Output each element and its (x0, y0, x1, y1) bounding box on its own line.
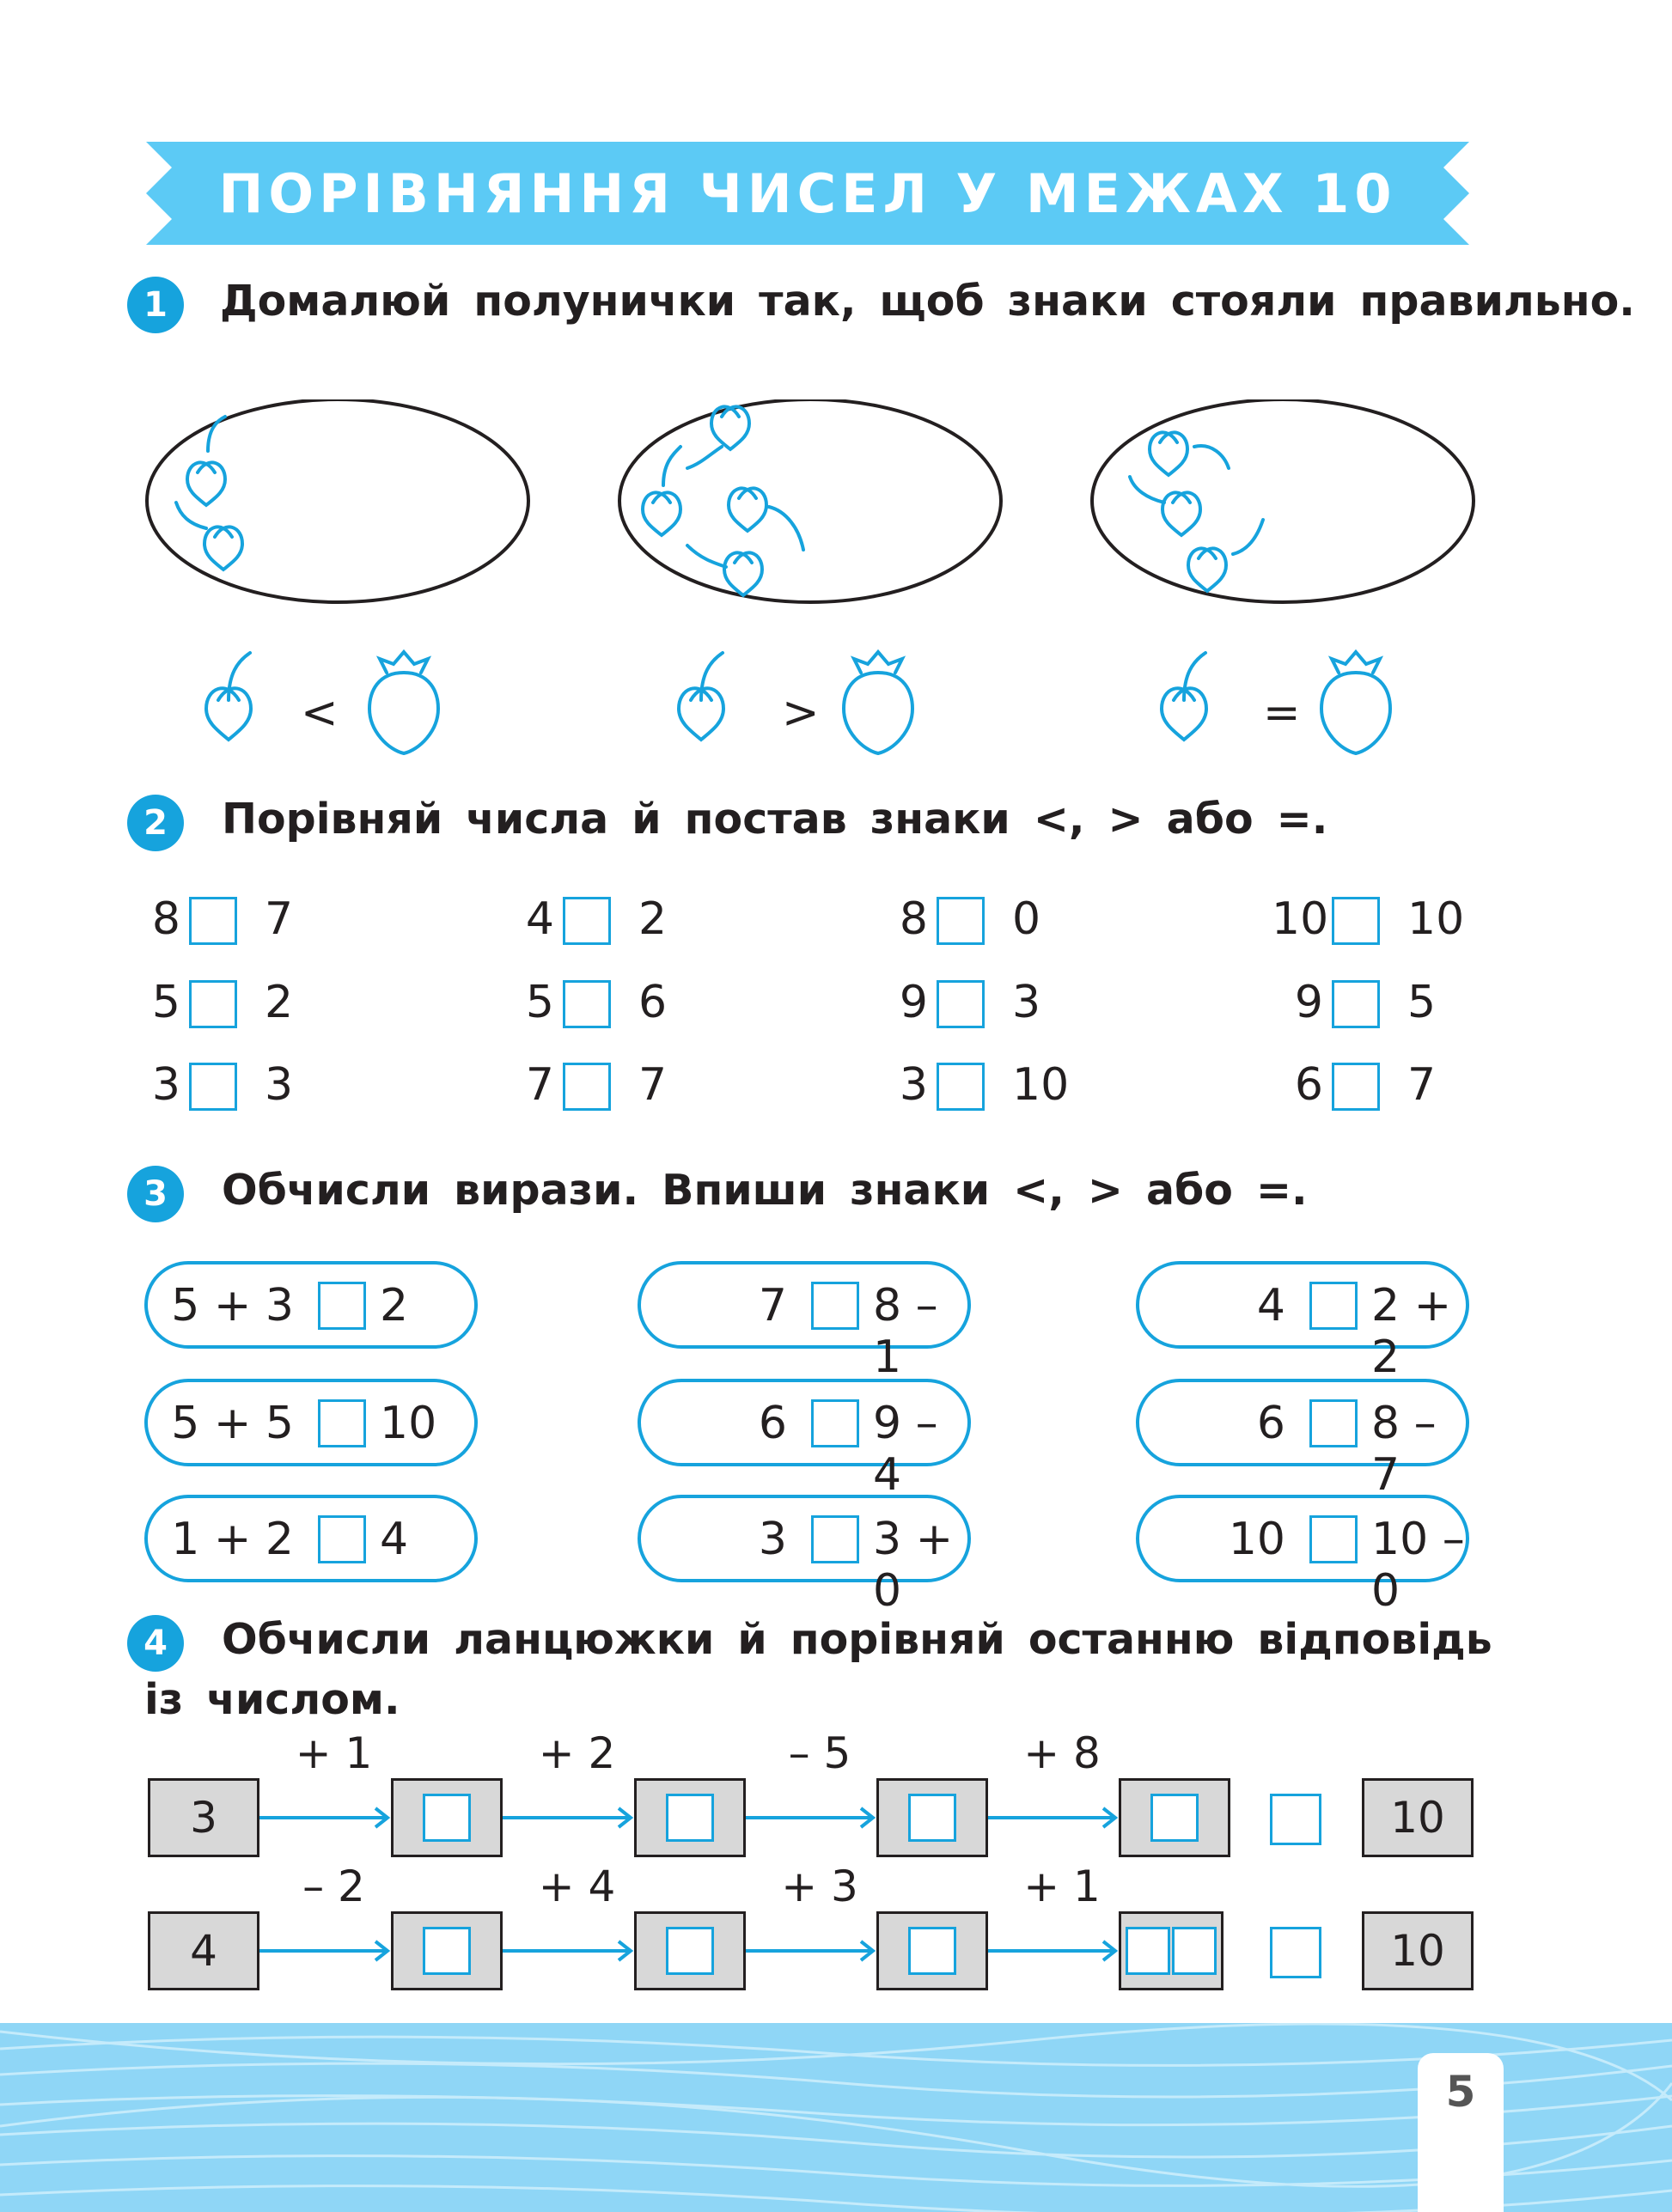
chain-result-box (1119, 1778, 1230, 1857)
cherry-icon (1162, 653, 1206, 740)
answer-box[interactable] (1332, 897, 1380, 945)
chain-result-box (391, 1778, 503, 1857)
left-number: 7 (525, 1059, 554, 1111)
page-title: ПОРІВНЯННЯ ЧИСЕЛ У МЕЖАХ 10 (218, 161, 1397, 225)
answer-box[interactable] (811, 1399, 859, 1447)
chain-start-box: 3 (148, 1778, 259, 1857)
answer-box[interactable] (563, 980, 611, 1028)
answer-box[interactable] (1309, 1282, 1358, 1330)
arrow-icon (259, 1938, 391, 1964)
cherry-icon (206, 653, 251, 740)
answer-box[interactable] (318, 1515, 366, 1563)
arrow-icon (503, 1805, 634, 1831)
task-2-text: Порівняй числа й постав знаки <, > або =. (222, 795, 1328, 844)
cherry-icon (687, 545, 762, 595)
right-number: 0 (1012, 893, 1041, 945)
right-expression: 2 (380, 1280, 409, 1331)
task-number-4: 4 (127, 1615, 184, 1672)
operation-label: + 1 (1023, 1862, 1101, 1911)
right-number: 2 (265, 977, 294, 1028)
task-number-3: 3 (127, 1166, 184, 1222)
strawberry-icon (369, 652, 438, 753)
arrow-icon (988, 1805, 1119, 1831)
right-number: 10 (1012, 1059, 1070, 1111)
operation-label: + 1 (295, 1728, 373, 1778)
right-number: 7 (1407, 1059, 1437, 1111)
answer-box[interactable] (318, 1399, 366, 1447)
compare-number-box: 10 (1362, 1911, 1474, 1990)
right-number: 3 (265, 1059, 294, 1111)
chain-result-box (634, 1778, 746, 1857)
expression-pill (1136, 1379, 1469, 1501)
answer-box[interactable] (1172, 1927, 1217, 1975)
answer-box[interactable] (1126, 1927, 1170, 1975)
left-expression: 3 (758, 1514, 787, 1565)
left-expression: 6 (758, 1398, 787, 1449)
strawberry-icon (844, 652, 912, 753)
left-number: 6 (1294, 1059, 1323, 1111)
left-expression: 4 (1256, 1280, 1285, 1331)
task-number-2: 2 (127, 795, 184, 851)
answer-box[interactable] (563, 897, 611, 945)
chain-result-box (876, 1911, 988, 1990)
task-3-text: Обчисли вирази. Впиши знаки <, > або =. (222, 1166, 1308, 1215)
comparison-sign: < (301, 687, 339, 739)
right-number: 6 (638, 977, 668, 1028)
left-expression: 1 + 2 (171, 1514, 294, 1565)
task-4-text-line-2: із числом. (144, 1675, 400, 1724)
compare-number-box: 10 (1362, 1778, 1474, 1857)
oval-1 (147, 399, 528, 602)
answer-box[interactable] (189, 897, 237, 945)
page-number: 5 (1418, 2053, 1504, 2212)
answer-box[interactable] (908, 1927, 956, 1975)
left-number: 4 (525, 893, 554, 945)
answer-box[interactable] (937, 1063, 985, 1111)
left-expression: 7 (758, 1280, 787, 1331)
operation-label: – 5 (788, 1728, 851, 1778)
right-expression: 8 – 7 (1371, 1398, 1437, 1501)
operation-label: – 2 (302, 1862, 365, 1911)
left-number: 10 (1272, 893, 1329, 945)
right-expression: 8 – 1 (873, 1280, 938, 1383)
operation-label: + 4 (538, 1862, 616, 1911)
arrow-icon (503, 1938, 634, 1964)
answer-box[interactable] (563, 1063, 611, 1111)
answer-box[interactable] (423, 1794, 471, 1842)
left-number: 3 (151, 1059, 180, 1111)
left-number: 5 (151, 977, 180, 1028)
answer-box[interactable] (1150, 1794, 1199, 1842)
answer-box[interactable] (1309, 1515, 1358, 1563)
task-1-text: Домалюй полунички так, щоб знаки стояли правильно. (220, 277, 1635, 326)
right-expression: 9 – 4 (873, 1398, 938, 1501)
answer-box[interactable] (1309, 1399, 1358, 1447)
right-number: 7 (638, 1059, 668, 1111)
oval-2 (619, 399, 1001, 602)
answer-box[interactable] (1332, 980, 1380, 1028)
compare-answer-box[interactable] (1270, 1794, 1321, 1845)
answer-box[interactable] (423, 1927, 471, 1975)
answer-box[interactable] (908, 1794, 956, 1842)
left-expression: 5 + 3 (171, 1280, 294, 1331)
task-number-1: 1 (127, 277, 184, 333)
expression-pill (1136, 1495, 1469, 1617)
arrow-icon (259, 1805, 391, 1831)
left-expression: 10 (1228, 1514, 1285, 1565)
operation-label: + 3 (781, 1862, 858, 1911)
cherry-icon (187, 417, 225, 505)
comparison-sign: > (782, 687, 820, 739)
comparison-sign: = (1263, 687, 1301, 739)
cherry-icon (1150, 432, 1229, 475)
right-number: 10 (1407, 893, 1465, 945)
arrow-icon (746, 1938, 876, 1964)
answer-box[interactable] (811, 1515, 859, 1563)
left-number: 8 (151, 893, 180, 945)
expression-pill (638, 1495, 971, 1617)
right-number: 3 (1012, 977, 1041, 1028)
cherry-icon (1188, 520, 1263, 591)
answer-box[interactable] (318, 1282, 366, 1330)
oval-3 (1092, 399, 1474, 602)
cherry-icon (679, 653, 723, 740)
expression-pill (638, 1379, 971, 1501)
answer-box[interactable] (666, 1794, 714, 1842)
right-number: 2 (638, 893, 668, 945)
right-expression: 10 (380, 1398, 437, 1449)
expression-pill (1136, 1261, 1469, 1383)
cherry-icon (729, 488, 803, 550)
expression-pill (144, 1379, 478, 1466)
right-expression: 2 + 2 (1371, 1280, 1452, 1383)
answer-box[interactable] (1332, 1063, 1380, 1111)
arrow-icon (746, 1805, 876, 1831)
right-number: 7 (265, 893, 294, 945)
operation-label: + 8 (1023, 1728, 1101, 1778)
cherry-icon (1130, 477, 1200, 535)
strawberry-icon (1321, 652, 1390, 753)
chain-result-box (391, 1911, 503, 1990)
expression-pill (144, 1495, 478, 1582)
right-number: 5 (1407, 977, 1437, 1028)
right-expression: 10 – 0 (1371, 1514, 1465, 1617)
answer-box[interactable] (189, 980, 237, 1028)
answer-box[interactable] (937, 980, 985, 1028)
cherry-icon (176, 503, 242, 570)
answer-box[interactable] (811, 1282, 859, 1330)
chain-result-box (876, 1778, 988, 1857)
left-number: 9 (899, 977, 928, 1028)
expression-pill (144, 1261, 478, 1349)
chain-start-box: 4 (148, 1911, 259, 1990)
answer-box[interactable] (937, 897, 985, 945)
left-number: 8 (899, 893, 928, 945)
right-expression: 4 (380, 1514, 409, 1565)
cherry-icon (643, 447, 680, 535)
cherry-icon (687, 406, 749, 468)
compare-answer-box[interactable] (1270, 1927, 1321, 1978)
left-expression: 6 (1256, 1398, 1285, 1449)
expression-pill (638, 1261, 971, 1383)
task-4-text-line-1: Обчисли ланцюжки й порівняй останню відповідь (222, 1615, 1492, 1664)
left-number: 5 (525, 977, 554, 1028)
arrow-icon (988, 1938, 1119, 1964)
chain-result-box (1119, 1911, 1223, 1990)
answer-box[interactable] (666, 1927, 714, 1975)
right-expression: 3 + 0 (873, 1514, 954, 1617)
left-expression: 5 + 5 (171, 1398, 294, 1449)
left-number: 9 (1294, 977, 1323, 1028)
answer-box[interactable] (189, 1063, 237, 1111)
left-number: 3 (899, 1059, 928, 1111)
operation-label: + 2 (538, 1728, 616, 1778)
chain-result-box (634, 1911, 746, 1990)
